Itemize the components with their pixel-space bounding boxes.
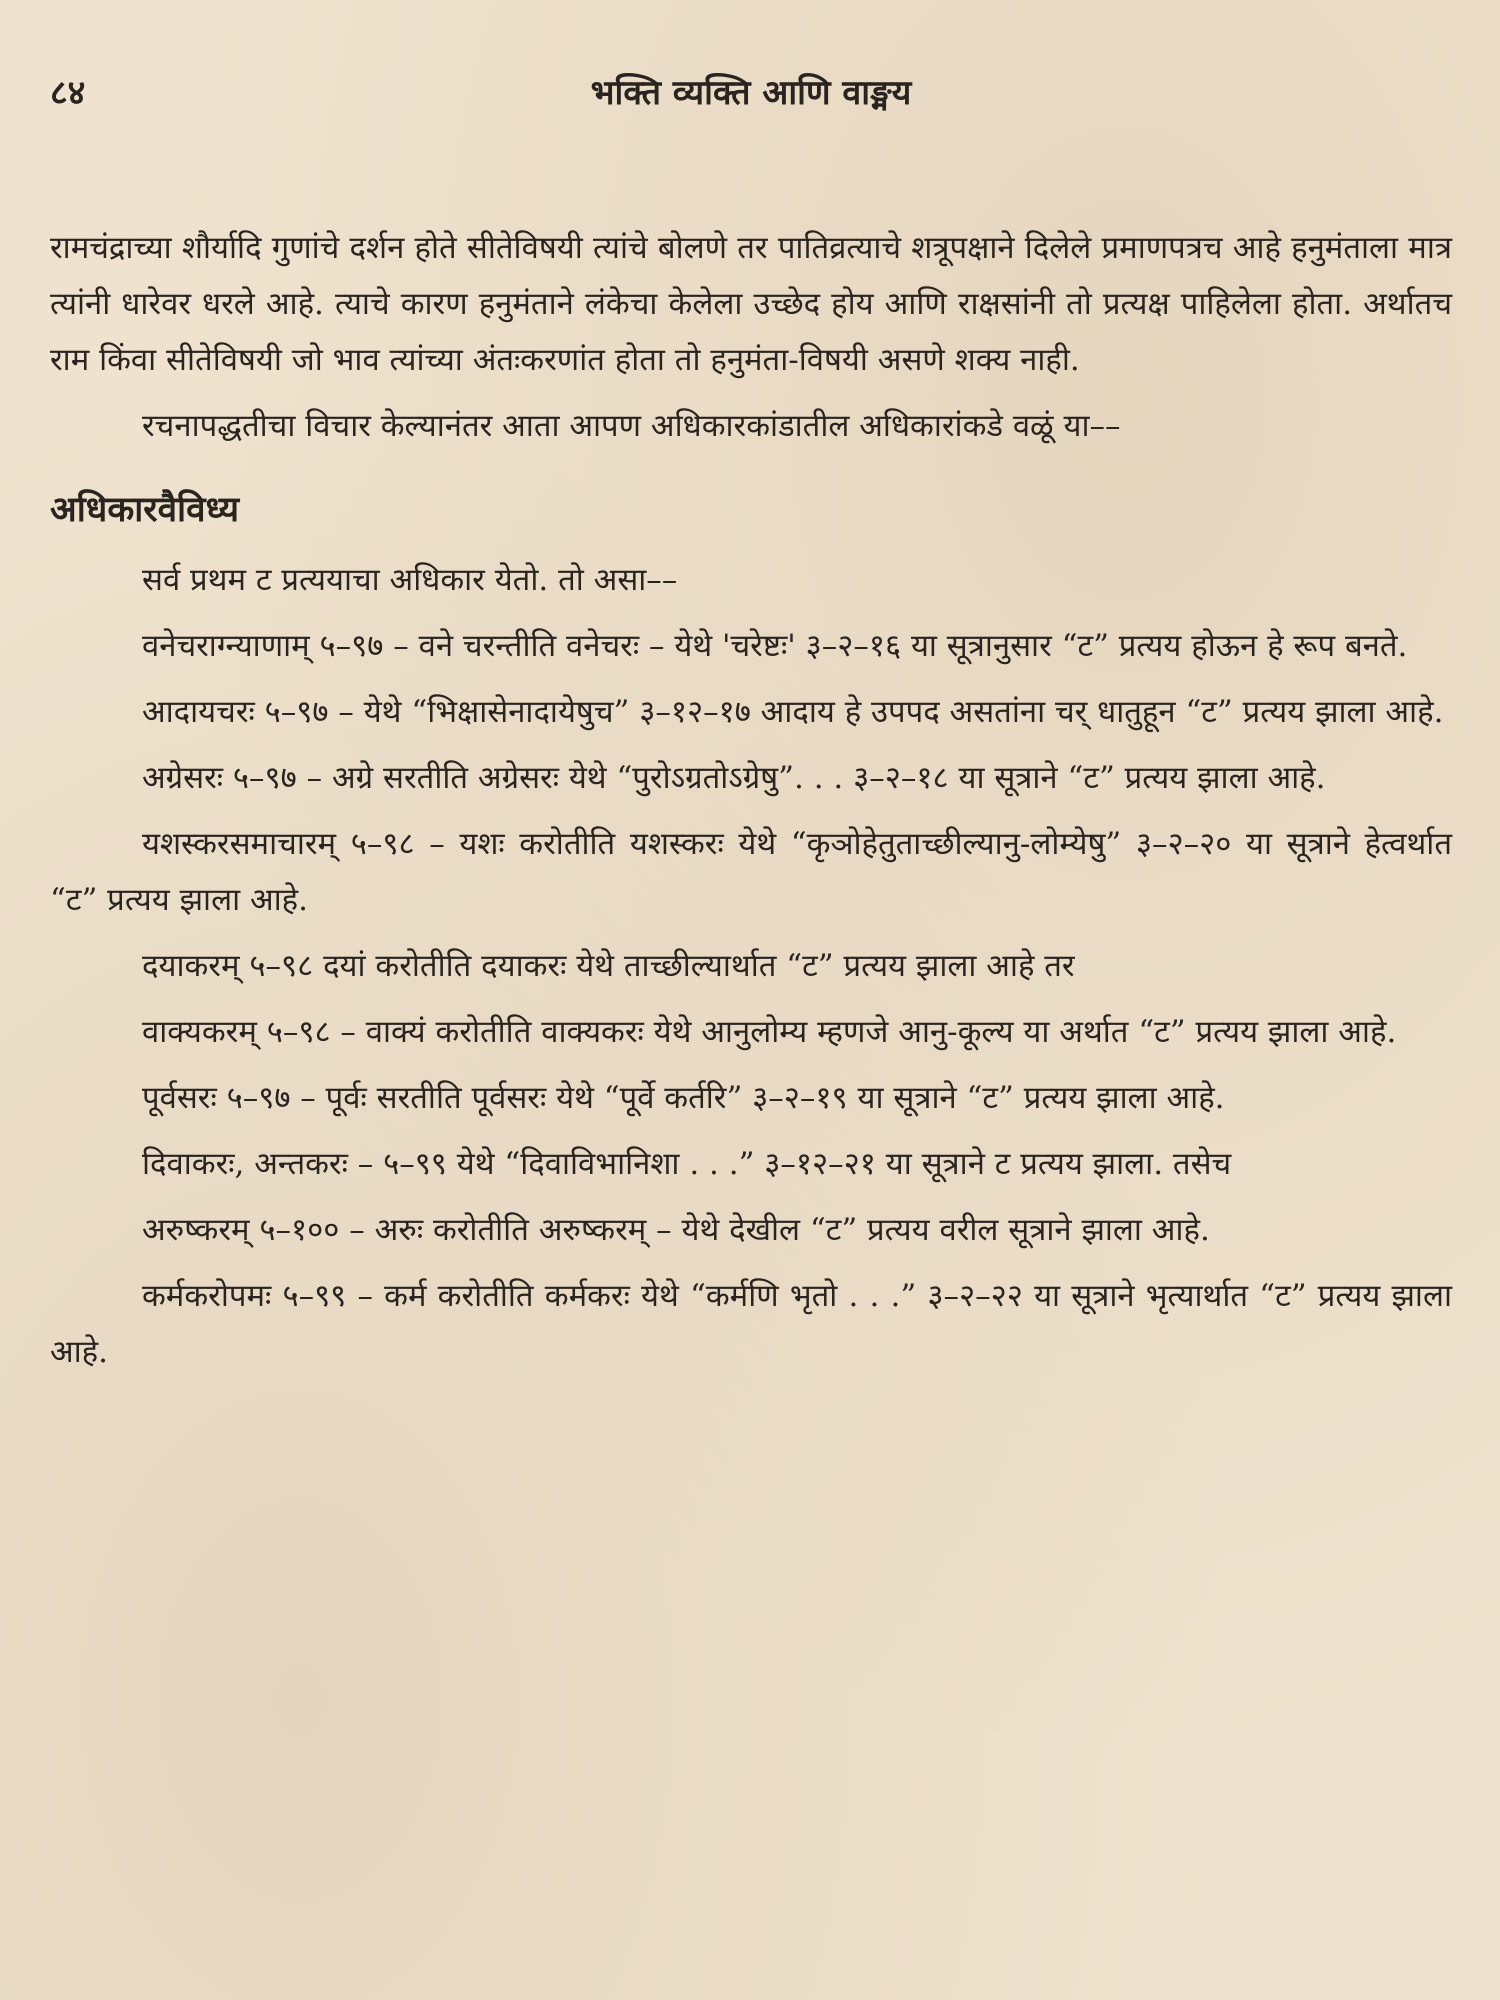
- paragraph-arushkar: अरुष्करम् ५–१०० – अरुः करोतीति अरुष्करम् – येथे देखील “ट” प्रत्यय वरील सूत्राने झाला आहे.: [142, 1212, 1210, 1248]
- paragraph-vanechar: वनेचराग्न्याणाम् ५–९७ – वने चरन्तीति वनेचरः – येथे 'चरेष्टः' ३–२–१६ या सूत्रानुसार “ट” प्रत्यय होऊन हे रूप बनते.: [142, 628, 1408, 664]
- page-number: ८४: [50, 73, 86, 113]
- paragraph-dayaakar: दयाकरम् ५–९८ दयां करोतीति दयाकरः येथे ताच्छील्यार्थात “ट” प्रत्यय झाला आहे तर: [142, 948, 1075, 984]
- paragraph-karmakar: कर्मकरोपमः ५–९९ – कर्म करोतीति कर्मकरः येथे “कर्मणि भृतो . . .” ३–२–२२ या सूत्राने भृत्यार्थात “ट” प्रत्यय झाला आहे.: [50, 1278, 1452, 1370]
- paragraph-yashaskar: यशस्करसमाचारम् ५–९८ – यशः करोतीति यशस्करः येथे “कृञोहेतुताच्छील्यानु-लोम्येषु” ३–२–२० या सूत्राने हेत्वर्थात “ट” प्रत्यय झाला आहे.: [50, 826, 1452, 918]
- paragraph-transition: रचनापद्धतीचा विचार केल्यानंतर आता आपण अधिकारकांडातील अधिकारांकडे वळूं या––: [142, 408, 1121, 444]
- page-header: [50, 60, 1452, 130]
- paragraph-intro: रामचंद्राच्या शौर्यादि गुणांचे दर्शन होते सीतेविषयी त्यांचे बोलणे तर पातिव्रत्याचे शत्रूपक्षाने दिलेले प्रमाणपत्रच आहे हनुमंताला मात्र त्यांनी धारेवर धरले आहे. त्याचे कारण हनुमंताने लंकेचा केलेला उच्छेद होय आणि राक्षसांनी तो प्रत्यक्ष पाहिलेला होता. अर्थातच राम किंवा सीतेविषयी जो भाव त्यांच्या अंतःकरणांत होता तो हनुमंता-विषयी असणे शक्य नाही.: [50, 230, 1452, 378]
- paragraph-aadaayachar: आदायचरः ५–९७ – येथे “भिक्षासेनादायेषुच” ३–१२–१७ आदाय हे उपपद असतांना चर् धातुहून “ट” प्रत्यय झाला आहे.: [142, 694, 1444, 730]
- paragraph-purvasar: पूर्वसरः ५–९७ – पूर्वः सरतीति पूर्वसरः येथे “पूर्वे कर्तरि” ३–२–१९ या सूत्राने “ट” प्रत्यय झाला आहे.: [142, 1080, 1225, 1116]
- paragraph-section-intro: सर्व प्रथम ट प्रत्ययाचा अधिकार येतो. तो असा––: [142, 562, 678, 598]
- paragraph-divaakar: दिवाकरः, अन्तकरः – ५–९९ येथे “दिवाविभानिशा . . .” ३–१२–२१ या सूत्राने ट प्रत्यय झाला. तसेच: [142, 1146, 1232, 1182]
- paragraph-vaakyakar: वाक्यकरम् ५–९८ – वाक्यं करोतीति वाक्यकरः येथे आनुलोम्य म्हणजे आनु-कूल्य या अर्थात “ट” प्रत्यय झाला आहे.: [142, 1014, 1397, 1050]
- page-body: [50, 220, 1452, 1380]
- section-heading: अधिकारवैविध्य: [50, 489, 240, 530]
- paragraph-agresar: अग्रेसरः ५–९७ – अग्रे सरतीति अग्रेसरः येथे “पुरोऽग्रतोऽग्रेषु”. . . ३–२–१८ या सूत्राने “ट” प्रत्यय झाला आहे.: [142, 760, 1326, 796]
- running-title: भक्ति व्यक्ति आणि वाङ्मय: [590, 73, 912, 113]
